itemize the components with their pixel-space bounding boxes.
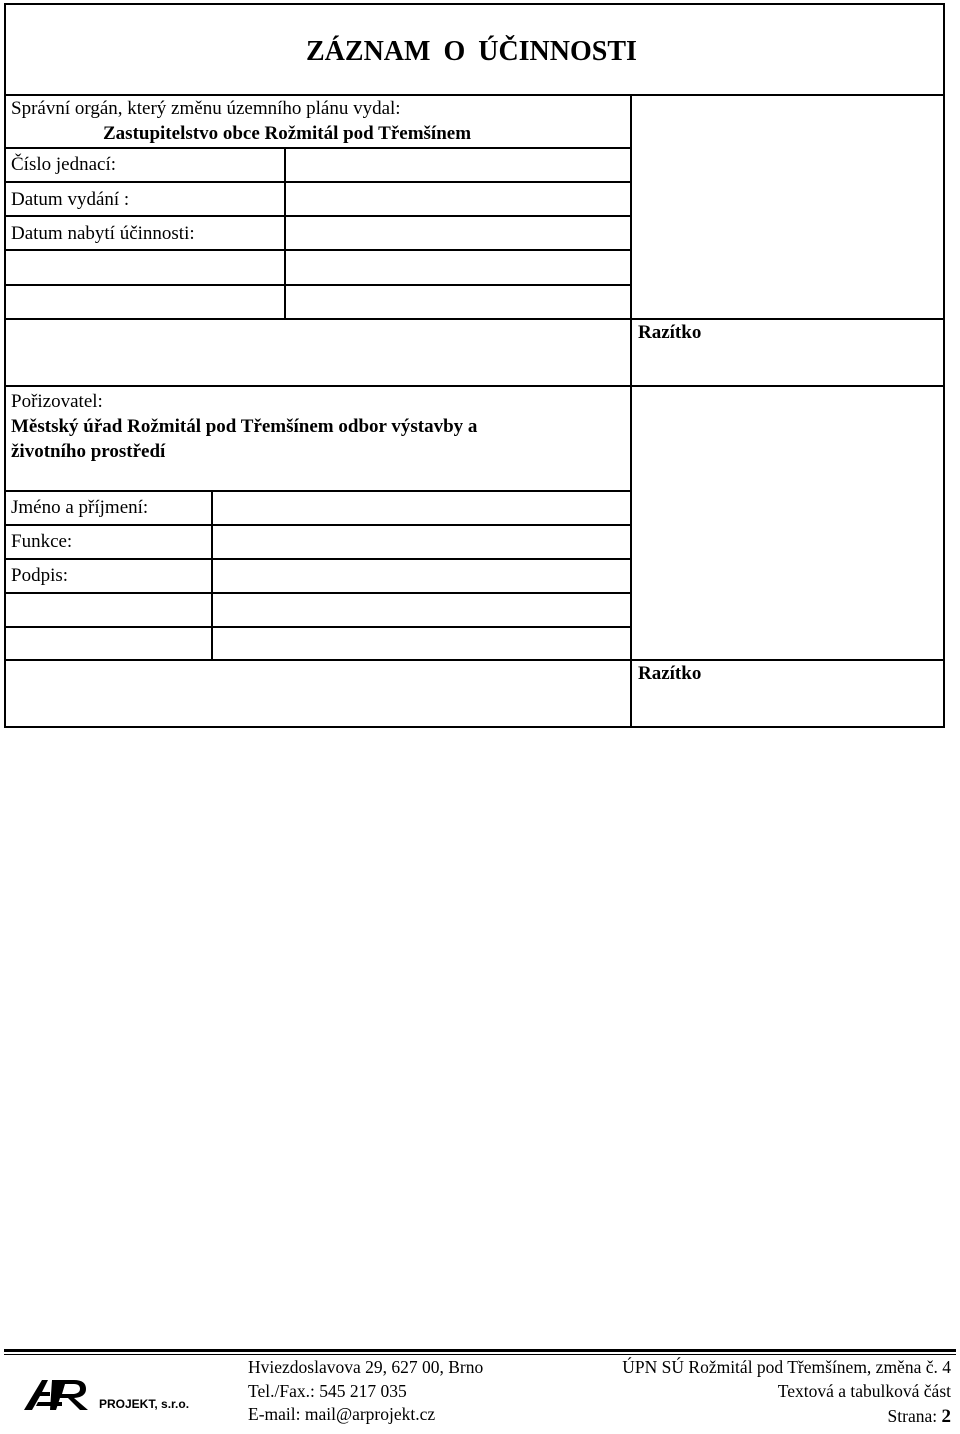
ref-number-label: Číslo jednací: [11,154,117,175]
section1-column-divider [630,94,632,386]
acquirer-label: Pořizovatel: [11,391,103,412]
row-line [4,490,631,492]
footer-rule [4,1349,956,1352]
page-number: 2 [941,1406,951,1427]
section1-stamp-top [630,318,945,320]
row-line [4,558,631,560]
section2-stamp-top [630,659,945,661]
row-line [4,284,631,286]
section2-column-divider [630,385,632,727]
row-line [4,659,631,661]
row-line [4,249,631,251]
row-line [4,147,631,149]
name-label: Jméno a příjmení: [11,497,149,518]
row-line [4,215,631,217]
section-divider [4,385,945,387]
label-column-divider [284,147,286,319]
form-border-left [4,3,6,728]
form-border-bottom [4,726,945,728]
footer-project: ÚPN SÚ Rožmitál pod Třemšínem, změna č. 4 [622,1357,951,1377]
page-title: ZÁZNAM O ÚČINNOSTI [306,36,637,67]
form-border-right [943,3,945,728]
company-logo [22,1376,102,1412]
row-line [4,626,631,628]
acquirer-name-line2: životního prostředí [11,441,166,462]
footer-rule-thin [4,1354,956,1355]
title-divider [4,94,945,96]
page-label: Strana: [887,1406,942,1426]
footer-address: Hviezdoslavova 29, 627 00, Brno [248,1357,484,1377]
function-label: Funkce: [11,531,73,552]
stamp-label: Razítko [638,322,702,343]
issue-date-label: Datum vydání : [11,189,130,210]
footer-part: Textová a tabulková část [777,1381,951,1401]
row-line [4,524,631,526]
row-line [4,592,631,594]
signature-label: Podpis: [11,565,69,586]
label-column-divider [211,490,213,660]
footer-page [888,1405,951,1428]
row-line [4,318,631,320]
stamp-label: Razítko [638,663,702,684]
footer-phone: Tel./Fax.: 545 217 035 [248,1381,407,1401]
authority-label: Správní orgán, který změnu územního plánu vydal: [11,98,401,119]
row-line [4,181,631,183]
company-logo-text: PROJEKT, s.r.o. [99,1397,190,1411]
effective-date-label: Datum nabytí účinnosti: [11,223,195,244]
authority-name: Zastupitelstvo obce Rožmitál pod Třemšínem [103,123,472,144]
acquirer-name-line1: Městský úřad Rožmitál pod Třemšínem odbor výstavby a [11,416,478,437]
footer-email: E-mail: mail@arprojekt.cz [248,1404,436,1424]
form-border-top [4,3,945,5]
